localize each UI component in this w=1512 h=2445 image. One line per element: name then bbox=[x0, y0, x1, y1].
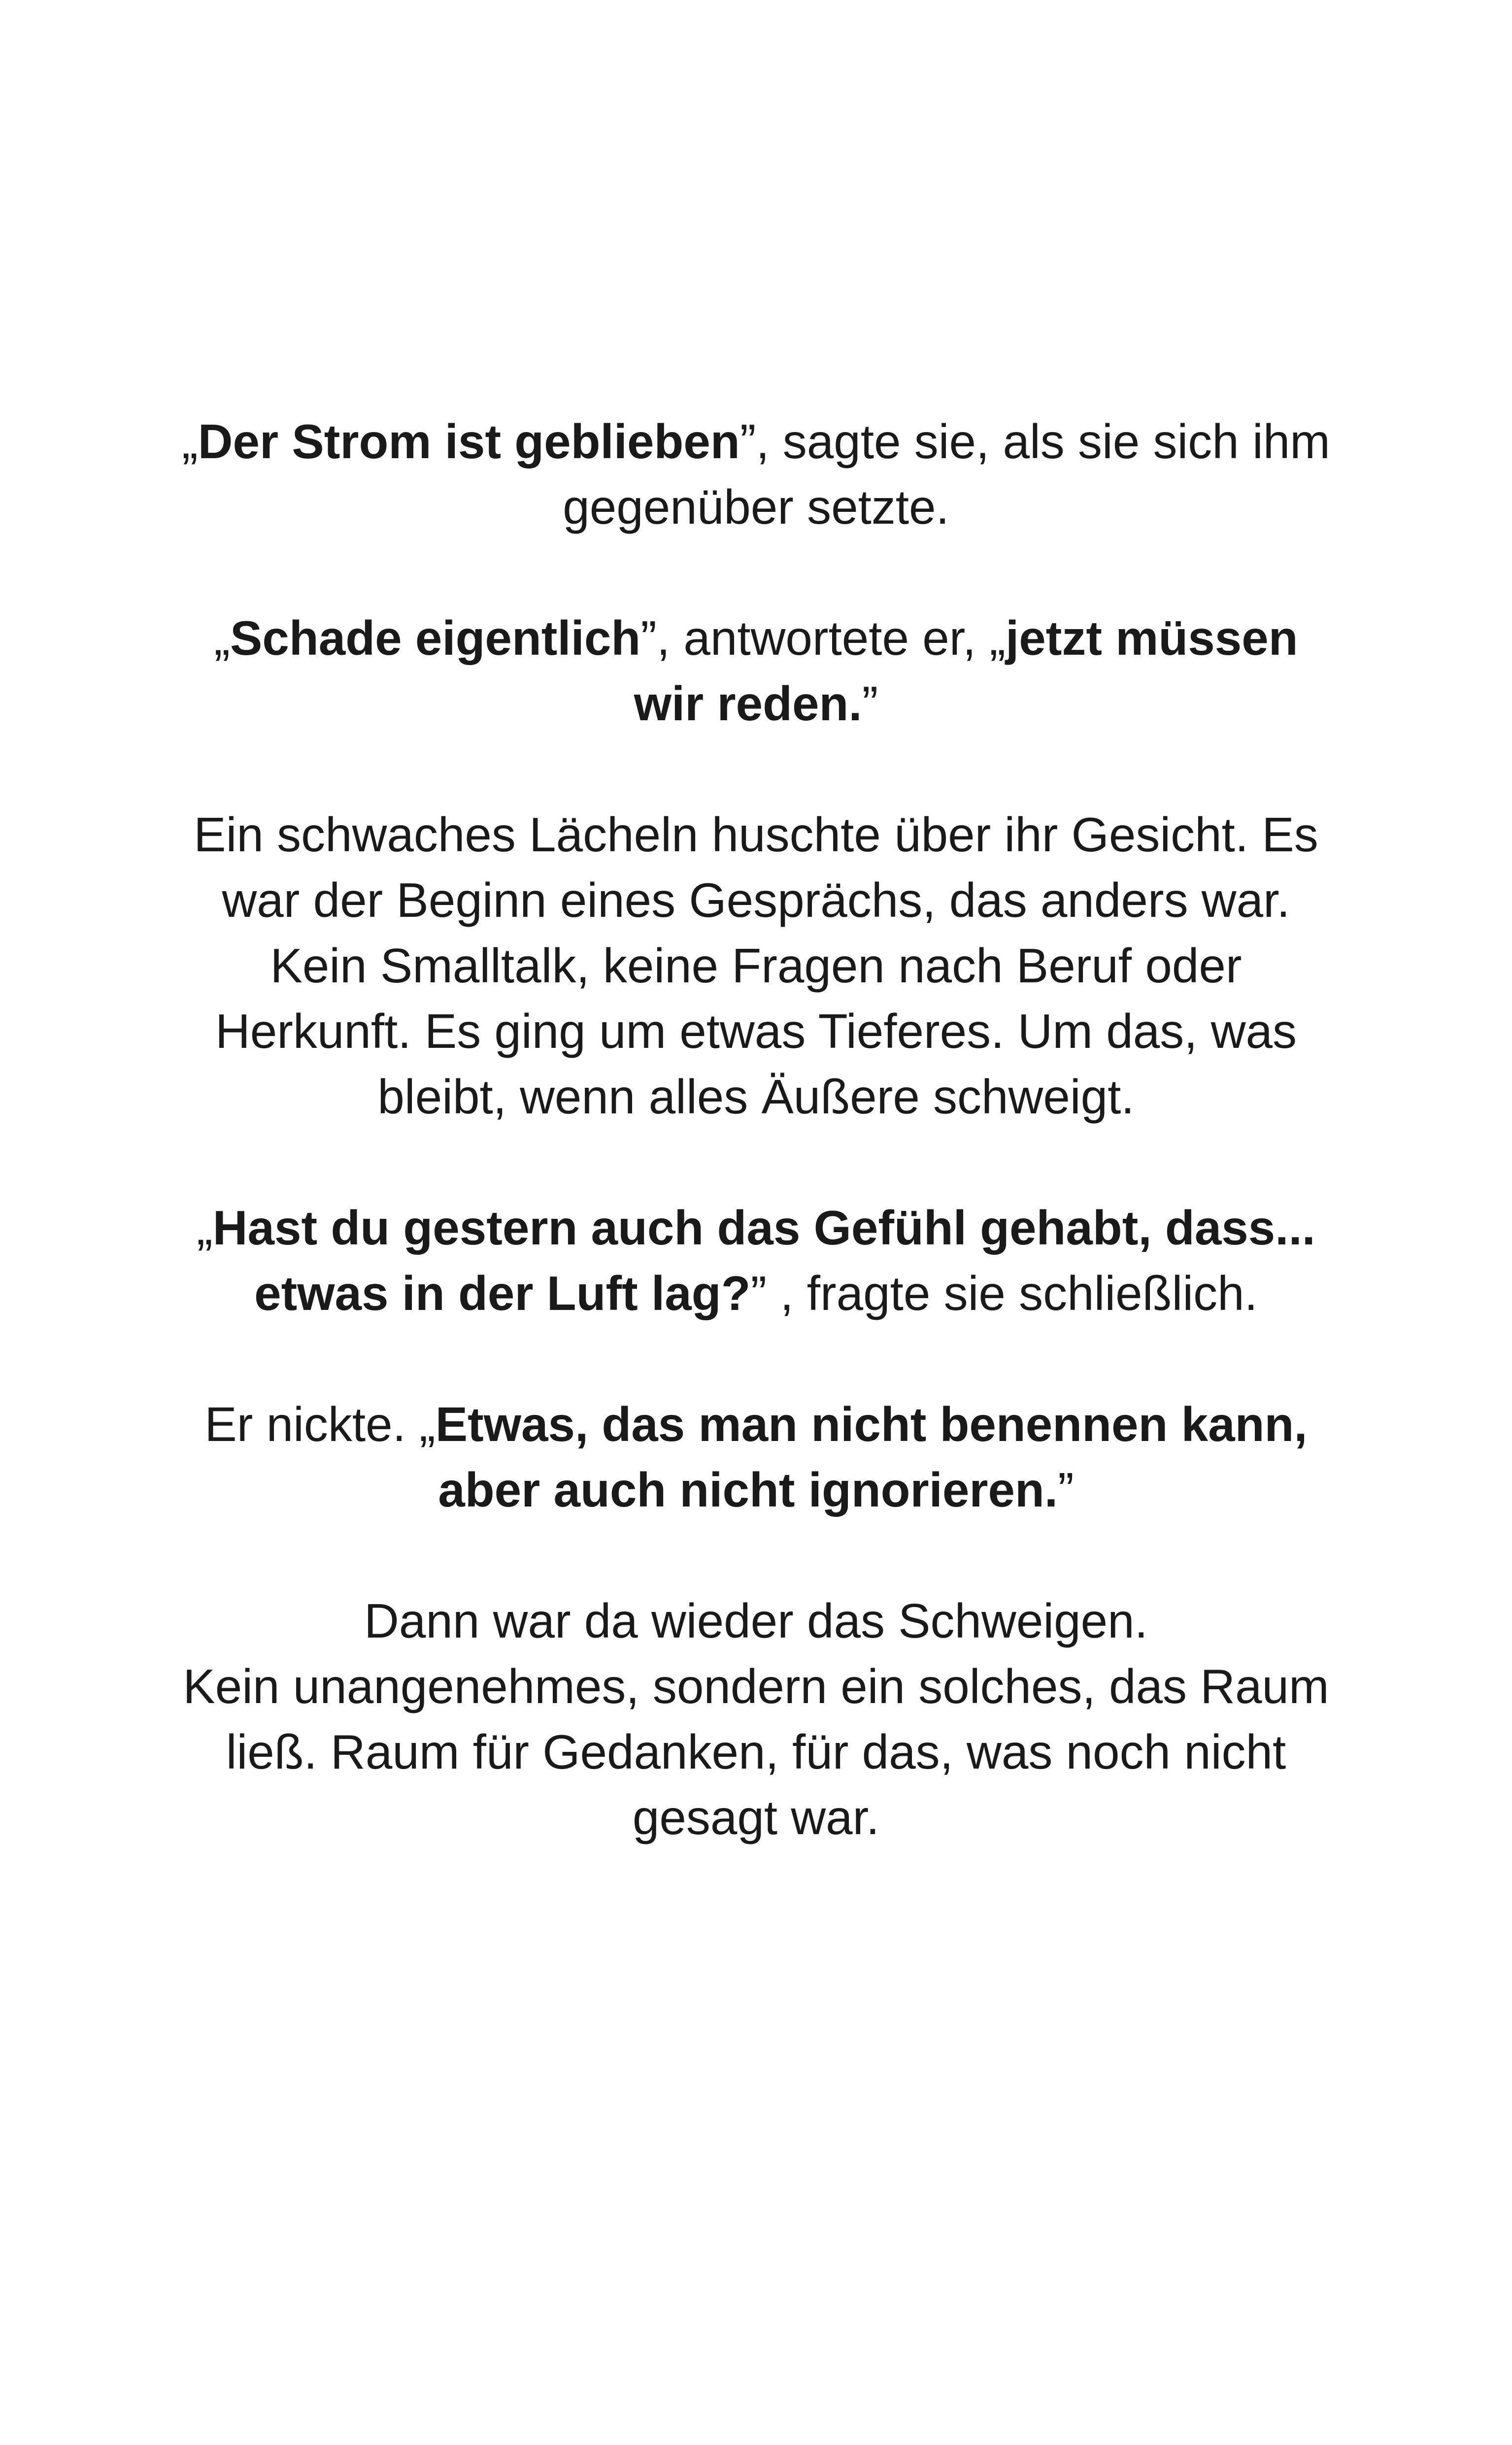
text-segment: „ bbox=[182, 414, 198, 469]
text-line bbox=[163, 933, 1349, 999]
text-line bbox=[163, 474, 1349, 540]
text-line bbox=[163, 409, 1349, 474]
paragraph bbox=[163, 1392, 1349, 1523]
text-line bbox=[163, 1654, 1349, 1719]
text-segment: Dann war da wieder das Schweigen. bbox=[364, 1594, 1148, 1648]
bold-text-segment: wir reden. bbox=[634, 676, 862, 731]
text-segment: Ein schwaches Lächeln huschte über ihr Gesicht. Es bbox=[194, 807, 1318, 862]
text-line bbox=[163, 1392, 1349, 1457]
text-segment: Kein unangenehmes, sondern ein solches, das Raum bbox=[183, 1659, 1329, 1713]
text-line bbox=[163, 671, 1349, 737]
text-line bbox=[163, 868, 1349, 933]
text-segment: bleibt, wenn alles Äußere schweigt. bbox=[377, 1070, 1135, 1124]
paragraph bbox=[163, 605, 1349, 737]
text-line bbox=[163, 1719, 1349, 1785]
bold-text-segment: Der Strom ist geblieben bbox=[198, 414, 740, 469]
text-line bbox=[163, 1261, 1349, 1326]
text-line bbox=[163, 605, 1349, 671]
bold-text-segment: etwas in der Luft lag? bbox=[254, 1266, 751, 1320]
text-line bbox=[163, 1064, 1349, 1130]
text-segment: Kein Smalltalk, keine Fragen nach Beruf oder bbox=[270, 938, 1242, 993]
text-segment: ” , fragte sie schließlich. bbox=[750, 1266, 1258, 1320]
text-line bbox=[163, 1785, 1349, 1850]
paragraph bbox=[163, 802, 1349, 1130]
story-text bbox=[163, 409, 1349, 1850]
text-segment: „ bbox=[197, 1201, 213, 1255]
bold-text-segment: Hast du gestern auch das Gefühl gehabt, dass... bbox=[212, 1201, 1315, 1255]
text-segment: ”, sagte sie, als sie sich ihm bbox=[739, 414, 1330, 469]
bold-text-segment: aber auch nicht ignorieren. bbox=[438, 1463, 1058, 1517]
bold-text-segment: Schade eigentlich bbox=[230, 611, 641, 665]
text-line bbox=[163, 999, 1349, 1064]
text-segment: ” bbox=[1058, 1463, 1074, 1517]
text-segment: ” bbox=[862, 676, 878, 731]
bold-text-segment: jetzt müssen bbox=[1006, 611, 1298, 665]
text-line bbox=[163, 1588, 1349, 1654]
text-line bbox=[163, 1195, 1349, 1261]
paragraph bbox=[163, 1588, 1349, 1850]
paragraph bbox=[163, 409, 1349, 540]
text-segment: ”, antwortete er, „ bbox=[640, 611, 1006, 665]
bold-text-segment: Etwas, das man nicht benennen kann, bbox=[435, 1397, 1308, 1451]
text-segment: Herkunft. Es ging um etwas Tieferes. Um das, was bbox=[215, 1004, 1297, 1058]
text-line bbox=[163, 802, 1349, 868]
text-segment: „ bbox=[214, 611, 231, 665]
paragraph bbox=[163, 1195, 1349, 1326]
text-segment: Er nickte. „ bbox=[204, 1397, 436, 1451]
text-segment: war der Beginn eines Gesprächs, das anders war. bbox=[222, 873, 1290, 927]
text-segment: gesagt war. bbox=[632, 1790, 880, 1844]
text-segment: ließ. Raum für Gedanken, für das, was noch nicht bbox=[226, 1725, 1286, 1779]
text-segment: gegenüber setzte. bbox=[563, 480, 949, 534]
text-line bbox=[163, 1457, 1349, 1523]
